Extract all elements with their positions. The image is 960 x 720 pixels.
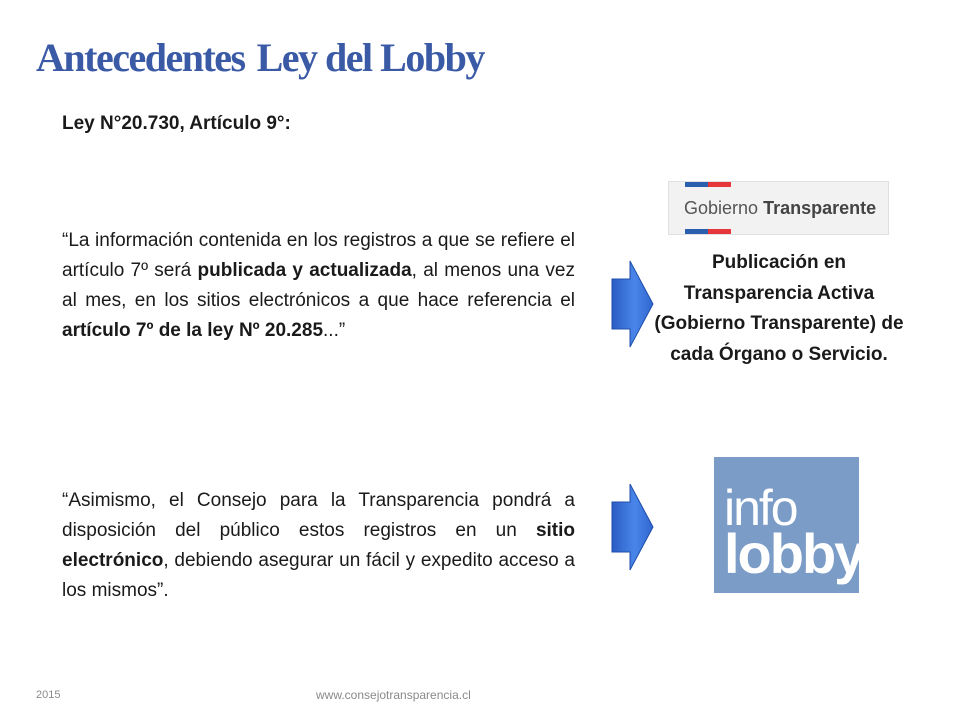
quote-consejo-site: [62, 486, 575, 606]
quote1-text-3: ...”: [323, 320, 346, 341]
quote1-text-2: , al menos una vez al mes, en los sitios electrónicos a que hace referencia el: [62, 260, 575, 311]
infolobby-logo: [714, 457, 864, 593]
flag-stripe-bottom: [685, 229, 731, 234]
quote2-text-1: “Asimismo, el Consejo para la Transparencia pondrá a disposición del público estos registros en un: [62, 490, 575, 541]
quote1-text-1: “La información contenida en los registros a que se refiere el artículo 7º será: [62, 230, 575, 281]
title-part-1: Antecedentes: [36, 35, 245, 80]
quote2-text-2: , debiendo asegurar un fácil y expedito acceso a los mismos”.: [62, 550, 575, 601]
quote1-bold-2: artículo 7º de la ley Nº 20.285: [62, 320, 324, 341]
gobierno-transparente-wordmark: [684, 198, 876, 219]
gobierno-transparente-logo: [668, 181, 889, 235]
publication-note: Publicación en Transparencia Activa (Gobierno Transparente) de cada Órgano o Servicio.: [654, 252, 904, 365]
infolobby-word-lobby: lobby: [724, 522, 864, 585]
right-arrow-icon: [608, 481, 656, 573]
footer-url: www.consejotransparencia.cl: [316, 688, 471, 702]
quote2-bold-1: sitio electrónico: [62, 520, 575, 571]
slide-title: [36, 34, 484, 81]
logo-word-transparente: Transparente: [763, 198, 877, 218]
quote1-bold-1: publicada y actualizada: [197, 260, 412, 281]
quote-registry-publication: [62, 226, 575, 346]
law-reference: Ley N°20.730, Artículo 9°:: [62, 113, 291, 134]
footer-year: 2015: [36, 689, 61, 701]
infolobby-word-info: info: [724, 480, 797, 536]
flag-stripe-top: [685, 182, 731, 187]
title-part-2: Ley del Lobby: [256, 35, 484, 80]
logo-word-gobierno: Gobierno: [684, 198, 759, 218]
